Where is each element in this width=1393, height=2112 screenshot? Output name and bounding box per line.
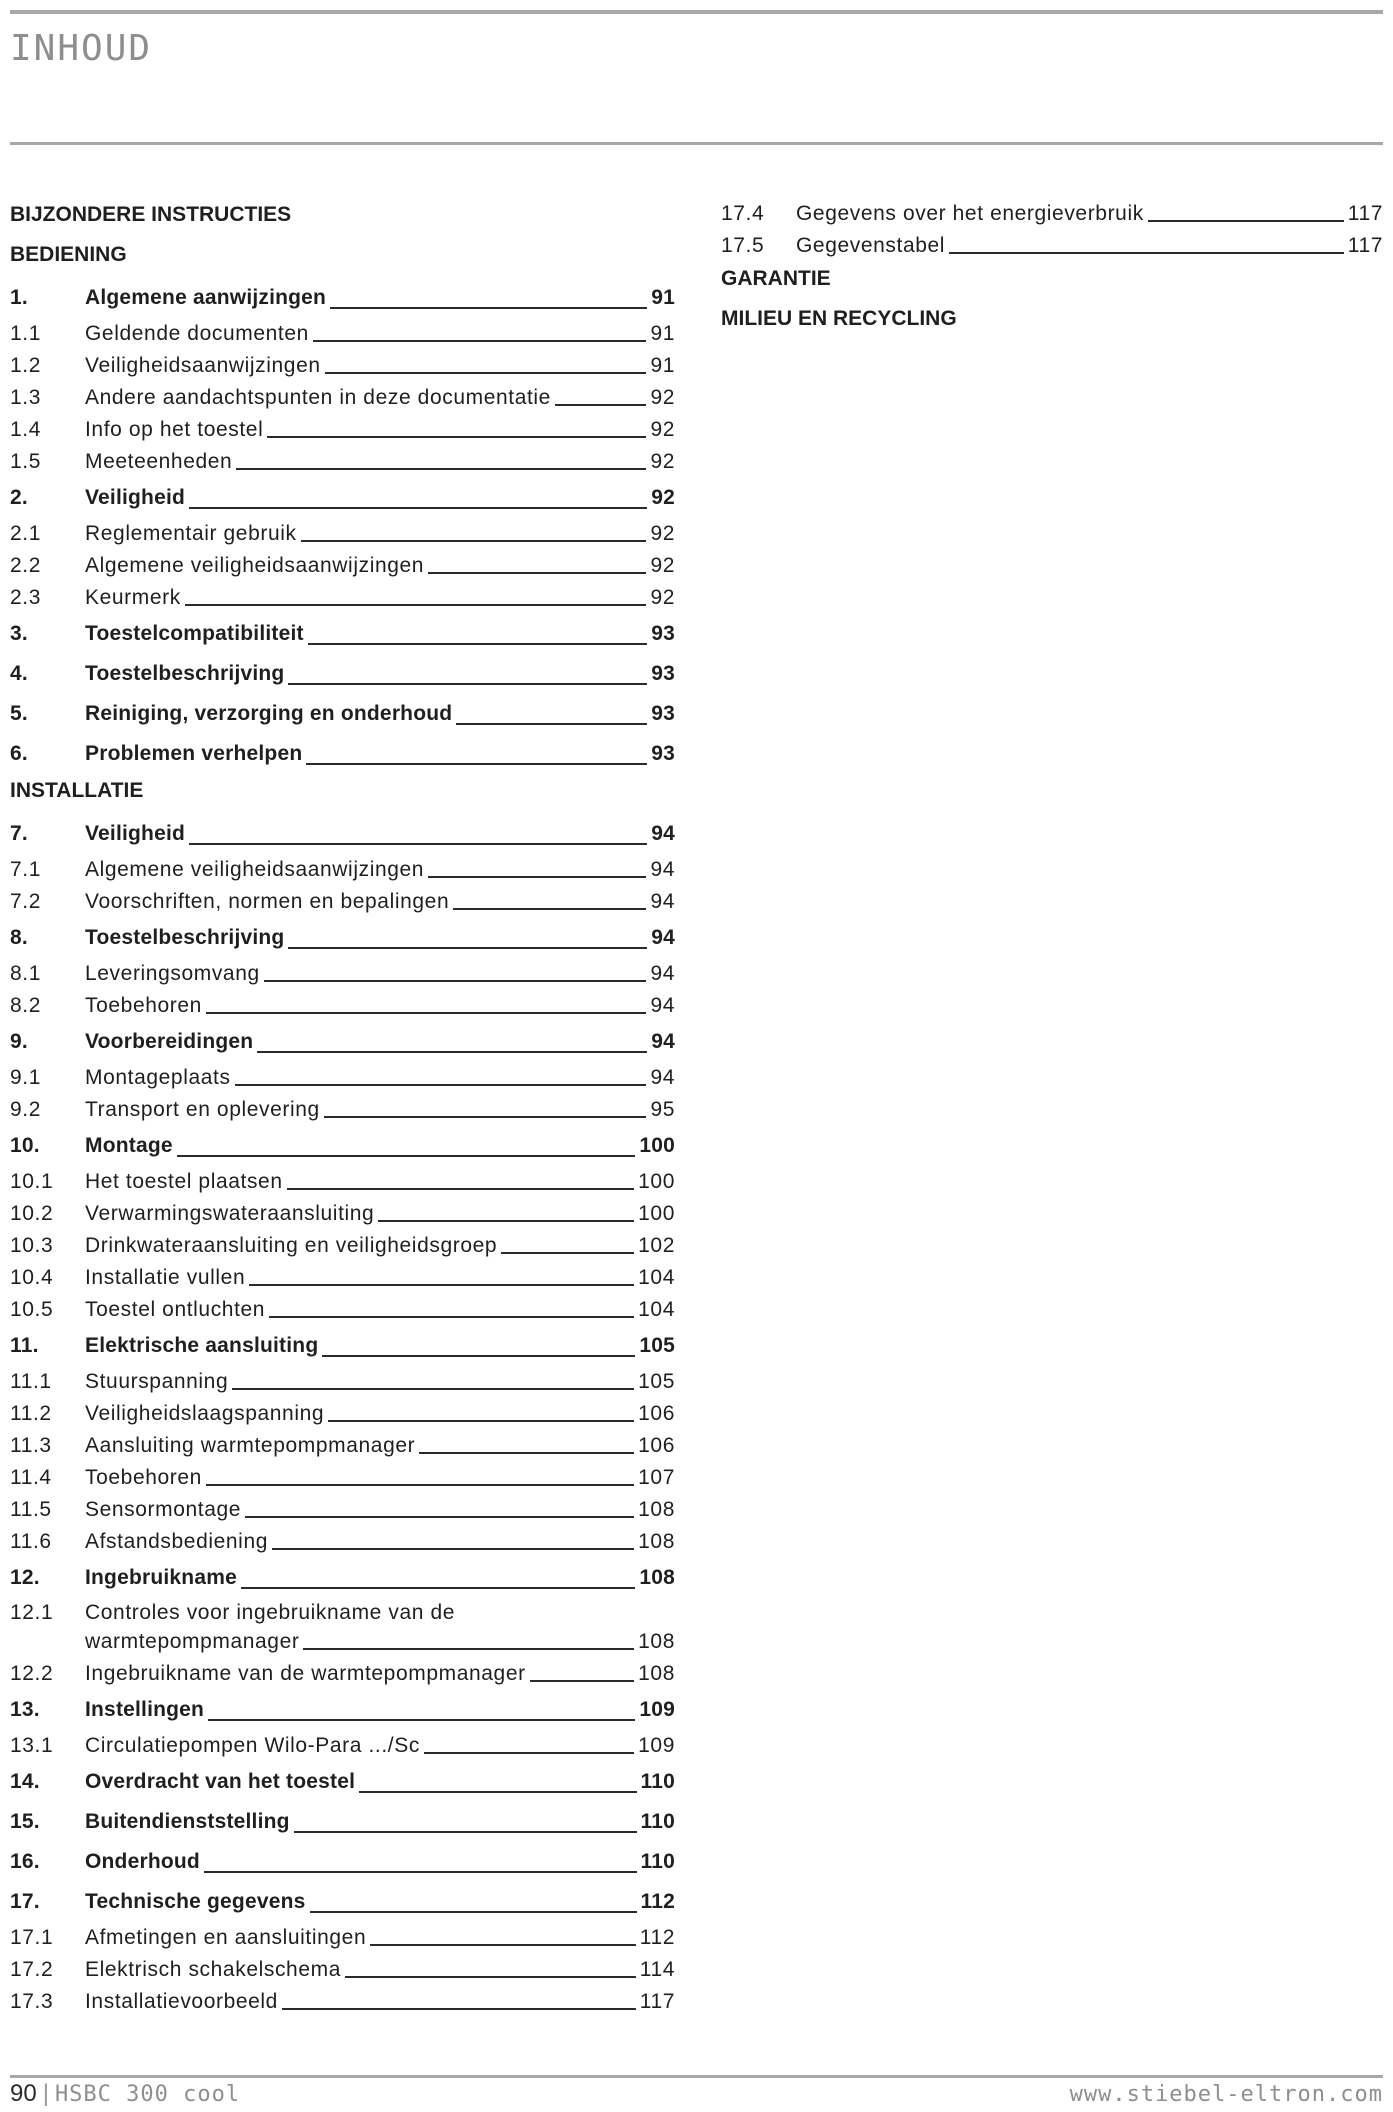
- toc-number: 1.3: [10, 386, 41, 409]
- toc-number: 4.: [10, 662, 28, 685]
- toc-title: Installatie vullen: [85, 1266, 246, 1289]
- toc-number: 7.2: [10, 890, 41, 913]
- toc-number: 14.: [10, 1770, 40, 1793]
- dot-leader: [555, 403, 646, 406]
- toc-title: Toebehoren: [85, 994, 202, 1017]
- section-heading-installatie[interactable]: INSTALLATIE: [10, 779, 144, 802]
- toc-entry[interactable]: [10, 1840, 675, 1880]
- toc-entry[interactable]: [10, 1092, 675, 1124]
- toc-number: 17.3: [10, 1990, 54, 2013]
- toc-number: 2.1: [10, 522, 41, 545]
- toc-entry[interactable]: [10, 476, 675, 516]
- toc-title: Montage: [85, 1134, 173, 1157]
- dot-leader: [249, 1283, 634, 1286]
- toc-title: Controles voor ingebruikname van de: [85, 1601, 456, 1624]
- section-heading-milieu[interactable]: MILIEU EN RECYCLING: [721, 307, 957, 330]
- toc-number: 12.1: [10, 1601, 54, 1624]
- dot-leader: [308, 642, 648, 645]
- dot-leader: [322, 1354, 635, 1357]
- toc-page: 94: [651, 926, 675, 949]
- dot-leader: [288, 682, 647, 685]
- toc-number: 1.5: [10, 450, 41, 473]
- toc-title: Geldende documenten: [85, 322, 309, 345]
- toc-title: Elektrisch schakelschema: [85, 1958, 341, 1981]
- toc-number: 2.: [10, 486, 28, 509]
- toc-page: 108: [638, 1662, 675, 1685]
- dot-leader: [241, 1586, 635, 1589]
- toc-page: 94: [650, 858, 675, 881]
- toc-entry[interactable]: [10, 1396, 675, 1428]
- toc-entry[interactable]: [10, 1228, 675, 1260]
- toc-page: 108: [638, 1630, 675, 1653]
- dot-leader: [345, 1975, 636, 1978]
- toc-entry[interactable]: [10, 1324, 675, 1364]
- toc-number: 8.1: [10, 962, 41, 985]
- toc-number: 9.2: [10, 1098, 41, 1121]
- dot-leader: [204, 1870, 637, 1873]
- toc-page: 92: [650, 450, 675, 473]
- toc-page: 91: [650, 354, 675, 377]
- toc-number: 11.5: [10, 1498, 52, 1521]
- toc-entry[interactable]: [10, 380, 675, 412]
- dot-leader: [328, 1419, 634, 1422]
- toc-number: 10.1: [10, 1170, 54, 1193]
- toc-title: Het toestel plaatsen: [85, 1170, 283, 1193]
- dot-leader: [235, 1083, 647, 1086]
- toc-number: 12.: [10, 1566, 40, 1589]
- dot-leader: [206, 1011, 647, 1014]
- toc-title: Veiligheid: [85, 486, 186, 509]
- toc-page: 92: [651, 486, 675, 509]
- toc-entry[interactable]: [10, 580, 675, 612]
- toc-title: Installatievoorbeeld: [85, 1990, 278, 2013]
- toc-number: 1.2: [10, 354, 41, 377]
- toc-entry[interactable]: [10, 1524, 675, 1556]
- toc-title: Leveringsomvang: [85, 962, 260, 985]
- toc-title: Ingebruikname van de warmtepompmanager: [85, 1662, 526, 1685]
- toc-entry[interactable]: [10, 1260, 675, 1292]
- toc-title: Buitendienststelling: [85, 1810, 290, 1833]
- top-rule: [10, 10, 1383, 14]
- footer-rule: [10, 2075, 1383, 2078]
- toc-page: 110: [640, 1850, 675, 1873]
- toc-number: 10.5: [10, 1298, 54, 1321]
- toc-entry[interactable]: [10, 1196, 675, 1228]
- toc-title: Toestelbeschrijving: [85, 662, 285, 685]
- toc-number: 9.: [10, 1030, 28, 1053]
- toc-page: 91: [650, 322, 675, 345]
- toc-entry[interactable]: [10, 1952, 675, 1984]
- dot-leader: [325, 371, 647, 374]
- toc-page: 95: [650, 1098, 675, 1121]
- dot-leader: [330, 306, 647, 309]
- dot-leader: [177, 1154, 636, 1157]
- toc-page: 106: [638, 1402, 675, 1425]
- toc-title: Montageplaats: [85, 1066, 231, 1089]
- toc-title: Instellingen: [85, 1698, 205, 1721]
- dot-leader: [294, 1830, 637, 1833]
- section-heading-garantie[interactable]: GARANTIE: [721, 267, 831, 290]
- toc-page: 105: [638, 1370, 675, 1393]
- dot-leader: [428, 875, 646, 878]
- toc-title: Drinkwateraansluiting en veiligheidsgroep: [85, 1234, 498, 1257]
- toc-title: Elektrische aansluiting: [85, 1334, 319, 1357]
- toc-title: Veiligheidslaagspanning: [85, 1402, 325, 1425]
- toc-title: Reiniging, verzorging en onderhoud: [85, 702, 453, 725]
- toc-number: 7.: [10, 822, 28, 845]
- toc-page: 104: [638, 1298, 675, 1321]
- toc-entry[interactable]: [10, 276, 675, 316]
- toc-title: Algemene aanwijzingen: [85, 286, 327, 309]
- toc-entry[interactable]: [10, 348, 675, 380]
- dot-leader: [232, 1387, 634, 1390]
- dot-leader: [264, 979, 647, 982]
- toc-entry[interactable]: [10, 1880, 675, 1920]
- toc-number: 11.2: [10, 1402, 52, 1425]
- product-model: HSBC 300 cool: [54, 2082, 241, 2107]
- toc-number: 15.: [10, 1810, 40, 1833]
- toc-page: 107: [638, 1466, 675, 1489]
- toc-title: Verwarmingswateraansluiting: [85, 1202, 375, 1225]
- toc-page: 108: [638, 1530, 675, 1553]
- toc-number: 1.4: [10, 418, 41, 441]
- toc-title: Toestelbeschrijving: [85, 926, 285, 949]
- dot-leader: [306, 762, 647, 765]
- toc-page: 94: [650, 890, 675, 913]
- toc-page: 93: [651, 702, 675, 725]
- toc-entry[interactable]: [10, 1800, 675, 1840]
- toc-title: Stuurspanning: [85, 1370, 229, 1393]
- toc-number: 17.: [10, 1890, 40, 1913]
- dot-leader: [301, 539, 647, 542]
- toc-number: 13.1: [10, 1734, 54, 1757]
- dot-leader: [257, 1050, 647, 1053]
- dot-leader: [456, 722, 647, 725]
- toc-number: 1.1: [10, 322, 41, 345]
- page-number: 90: [10, 2080, 37, 2107]
- toc-entry[interactable]: [10, 1728, 675, 1760]
- toc-page: 93: [651, 622, 675, 645]
- toc-number: 6.: [10, 742, 28, 765]
- toc-page: 94: [650, 962, 675, 985]
- toc-title: Afstandsbediening: [85, 1530, 268, 1553]
- toc-entry[interactable]: [10, 1596, 675, 1656]
- website-url[interactable]: www.stiebel-eltron.com: [1069, 2082, 1383, 2107]
- toc-page: 93: [651, 742, 675, 765]
- toc-entry[interactable]: [721, 196, 1383, 228]
- toc-title: Veiligheid: [85, 822, 186, 845]
- toc-entry[interactable]: [10, 1164, 675, 1196]
- toc-number: 12.2: [10, 1662, 54, 1685]
- toc-entry[interactable]: [10, 1492, 675, 1524]
- dot-leader: [245, 1515, 634, 1518]
- toc-entry[interactable]: [10, 1428, 675, 1460]
- toc-page: 104: [638, 1266, 675, 1289]
- dot-leader: [185, 603, 647, 606]
- toc-number: 7.1: [10, 858, 41, 881]
- toc-title: Gegevens over het energieverbruik: [796, 202, 1144, 225]
- toc-page: 108: [638, 1498, 675, 1521]
- dot-leader: [310, 1910, 637, 1913]
- dot-leader: [324, 1115, 647, 1118]
- toc-title: Info op het toestel: [85, 418, 264, 441]
- toc-entry[interactable]: [10, 732, 675, 772]
- toc-title: Voorschriften, normen en bepalingen: [85, 890, 450, 913]
- toc-entry[interactable]: [10, 1556, 675, 1596]
- toc-title: Toebehoren: [85, 1466, 202, 1489]
- toc-number: 11.1: [10, 1370, 52, 1393]
- toc-entry[interactable]: [10, 444, 675, 476]
- toc-page: 93: [651, 662, 675, 685]
- toc-page: 105: [639, 1334, 675, 1357]
- toc-number: 1.: [10, 286, 28, 309]
- dot-leader: [282, 2007, 636, 2010]
- toc-number: 5.: [10, 702, 28, 725]
- toc-title: Onderhoud: [85, 1850, 200, 1873]
- toc-title-line2: [85, 1627, 675, 1656]
- toc-title: Sensormontage: [85, 1498, 242, 1521]
- toc-title: Algemene veiligheidsaanwijzingen: [85, 858, 425, 881]
- dot-leader: [949, 251, 1344, 254]
- toc-page: 92: [650, 522, 675, 545]
- toc-page: 92: [650, 386, 675, 409]
- toc-entry[interactable]: [10, 1124, 675, 1164]
- toc-number: 10.3: [10, 1234, 54, 1257]
- dot-leader: [303, 1647, 634, 1650]
- toc-entry[interactable]: [10, 1364, 675, 1396]
- toc-entry[interactable]: [10, 692, 675, 732]
- dot-leader: [189, 506, 647, 509]
- toc-entry[interactable]: [10, 884, 675, 916]
- dot-leader: [428, 571, 646, 574]
- dot-leader: [208, 1718, 635, 1721]
- toc-entry[interactable]: [10, 1060, 675, 1092]
- toc-title: Overdracht van het toestel: [85, 1770, 356, 1793]
- toc-page: 100: [638, 1202, 675, 1225]
- toc-title-continued: warmtepompmanager: [85, 1630, 300, 1653]
- toc-title: Gegevenstabel: [796, 234, 946, 257]
- toc-entry[interactable]: [10, 1656, 675, 1688]
- toc-number: 11.6: [10, 1530, 52, 1553]
- toc-page: 114: [639, 1958, 675, 1981]
- toc-number: 11.4: [10, 1466, 52, 1489]
- footer-left: [10, 2080, 240, 2108]
- page-title: INHOUD: [10, 28, 153, 69]
- toc-right-column: [721, 196, 1383, 340]
- toc-title: Reglementair gebruik: [85, 522, 297, 545]
- toc-number: 17.1: [10, 1926, 54, 1949]
- toc-entry[interactable]: [10, 956, 675, 988]
- toc-entry[interactable]: [10, 1920, 675, 1952]
- footer-separator: |: [42, 2080, 49, 2107]
- dot-leader: [530, 1679, 634, 1682]
- dot-leader: [419, 1451, 634, 1454]
- toc-number: 2.2: [10, 554, 41, 577]
- toc-title: Toestel ontluchten: [85, 1298, 266, 1321]
- toc-number: 17.4: [721, 202, 765, 225]
- toc-title: Keurmerk: [85, 586, 181, 609]
- toc-entry[interactable]: [10, 1020, 675, 1060]
- toc-title: Toestelcompatibiliteit: [85, 622, 304, 645]
- dot-leader: [236, 467, 646, 470]
- toc-page: 94: [651, 822, 675, 845]
- dot-leader: [1148, 219, 1344, 222]
- toc-entry[interactable]: [10, 1760, 675, 1800]
- toc-page: 108: [639, 1566, 675, 1589]
- toc-number: 8.: [10, 926, 28, 949]
- toc-page: 117: [1347, 202, 1383, 225]
- toc-number: 3.: [10, 622, 28, 645]
- toc-entry[interactable]: [10, 412, 675, 444]
- toc-title: Meeteenheden: [85, 450, 233, 473]
- toc-number: 16.: [10, 1850, 40, 1873]
- toc-entry[interactable]: [721, 228, 1383, 260]
- dot-leader: [359, 1790, 636, 1793]
- toc-entry[interactable]: [10, 1984, 675, 2016]
- toc-page: 110: [640, 1770, 675, 1793]
- toc-number: 10.: [10, 1134, 40, 1157]
- toc-entry[interactable]: [10, 852, 675, 884]
- toc-entry[interactable]: [10, 812, 675, 852]
- toc-page: 100: [638, 1170, 675, 1193]
- toc-entry[interactable]: [10, 612, 675, 652]
- toc-page: 100: [639, 1134, 675, 1157]
- toc-page: 106: [638, 1434, 675, 1457]
- toc-page: 92: [650, 554, 675, 577]
- toc-entry[interactable]: [10, 316, 675, 348]
- header-rule: [10, 142, 1383, 145]
- dot-leader: [287, 1187, 635, 1190]
- dot-leader: [424, 1751, 634, 1754]
- toc-number: 10.2: [10, 1202, 54, 1225]
- toc-page: 91: [651, 286, 675, 309]
- toc-page: 102: [638, 1234, 675, 1257]
- dot-leader: [288, 946, 647, 949]
- toc-entry[interactable]: [10, 1292, 675, 1324]
- toc-page: 92: [650, 418, 675, 441]
- toc-number: 17.2: [10, 1958, 54, 1981]
- toc-entry[interactable]: [10, 916, 675, 956]
- toc-title: Voorbereidingen: [85, 1030, 254, 1053]
- dot-leader: [206, 1483, 634, 1486]
- dot-leader: [378, 1219, 634, 1222]
- toc-number: 17.5: [721, 234, 765, 257]
- toc-title: Afmetingen en aansluitingen: [85, 1926, 367, 1949]
- toc-entry[interactable]: [10, 988, 675, 1020]
- dot-leader: [269, 1315, 634, 1318]
- dot-leader: [453, 907, 646, 910]
- toc-page: 109: [638, 1734, 675, 1757]
- toc-title: Problemen verhelpen: [85, 742, 303, 765]
- toc-page: 117: [639, 1990, 675, 2013]
- toc-page: 109: [639, 1698, 675, 1721]
- toc-page: 92: [650, 586, 675, 609]
- toc-page: 94: [651, 1030, 675, 1053]
- dot-leader: [313, 339, 647, 342]
- toc-title-block: [85, 1598, 675, 1656]
- toc-number: 13.: [10, 1698, 40, 1721]
- toc-page: 112: [639, 1926, 675, 1949]
- dot-leader: [272, 1547, 634, 1550]
- dot-leader: [501, 1251, 634, 1254]
- toc-page: 112: [640, 1890, 675, 1913]
- toc-entry[interactable]: [10, 516, 675, 548]
- toc-number: 11.3: [10, 1434, 52, 1457]
- section-heading-bijzondere[interactable]: BIJZONDERE INSTRUCTIES: [10, 203, 292, 226]
- toc-title: Technische gegevens: [85, 1890, 306, 1913]
- toc-title: Algemene veiligheidsaanwijzingen: [85, 554, 425, 577]
- toc-number: 8.2: [10, 994, 41, 1017]
- toc-title: Transport en oplevering: [85, 1098, 320, 1121]
- toc-title: Andere aandachtspunten in deze documentatie: [85, 386, 551, 409]
- toc-title: Ingebruikname: [85, 1566, 237, 1589]
- toc-page: 94: [650, 994, 675, 1017]
- toc-entry[interactable]: [10, 1460, 675, 1492]
- toc-number: 9.1: [10, 1066, 41, 1089]
- dot-leader: [189, 842, 647, 845]
- toc-title: Circulatiepompen Wilo-Para .../Sc: [85, 1734, 420, 1757]
- toc-left-column: [10, 196, 675, 2016]
- toc-number: 11.: [10, 1334, 39, 1357]
- toc-number: 2.3: [10, 586, 41, 609]
- toc-page: 110: [640, 1810, 675, 1833]
- toc-entry[interactable]: [10, 548, 675, 580]
- toc-page: 94: [650, 1066, 675, 1089]
- dot-leader: [267, 435, 646, 438]
- section-heading-bediening[interactable]: BEDIENING: [10, 243, 127, 266]
- toc-title: Veiligheidsaanwijzingen: [85, 354, 321, 377]
- dot-leader: [370, 1943, 635, 1946]
- toc-number: 10.4: [10, 1266, 54, 1289]
- toc-title: Aansluiting warmtepompmanager: [85, 1434, 416, 1457]
- toc-page: 117: [1347, 234, 1383, 257]
- toc-entry[interactable]: [10, 652, 675, 692]
- toc-entry[interactable]: [10, 1688, 675, 1728]
